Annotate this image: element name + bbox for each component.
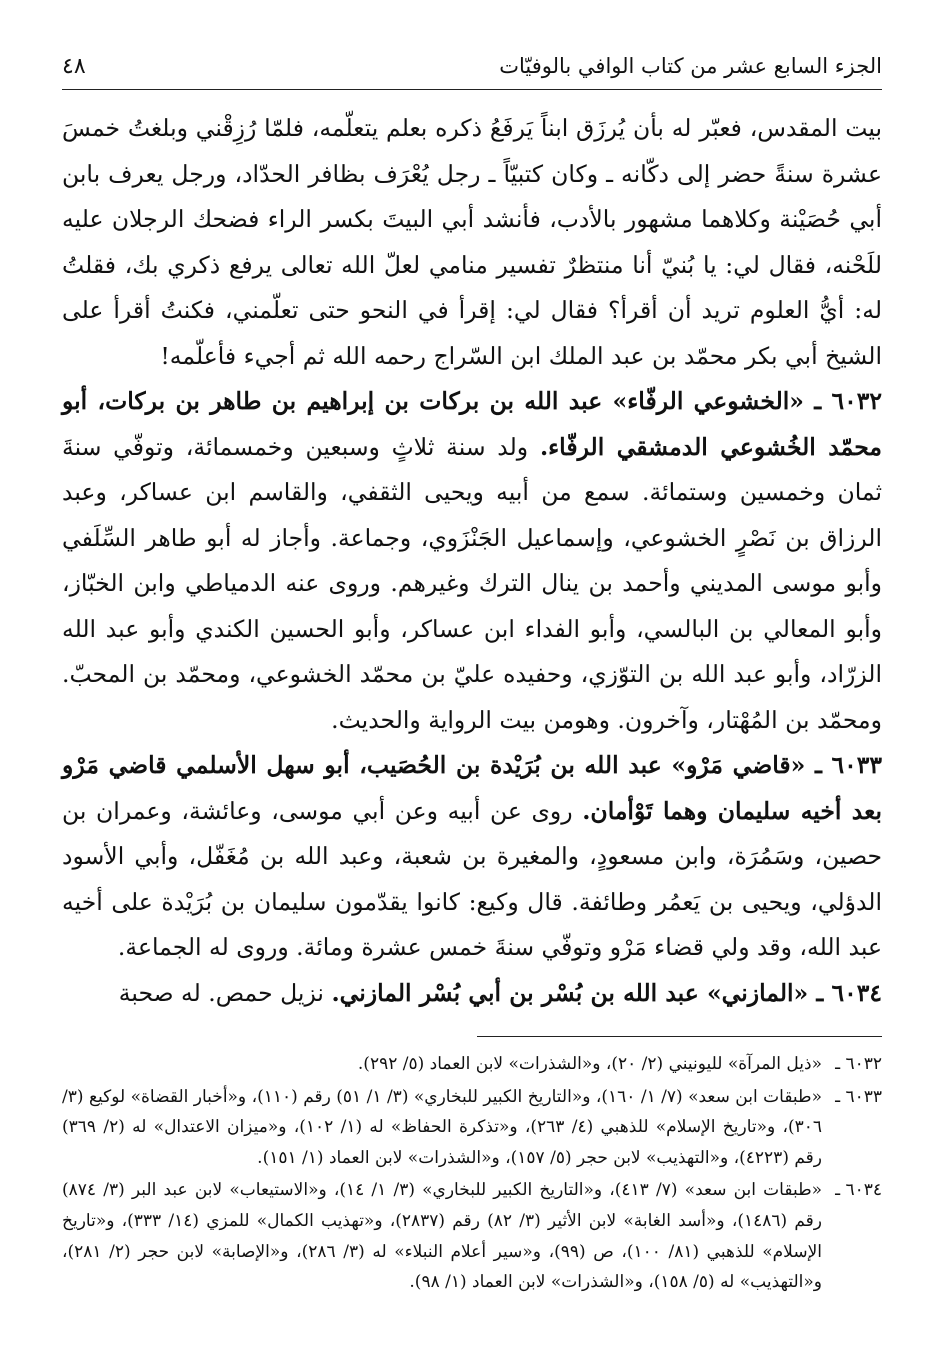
footnote-divider [477,1036,882,1037]
footnote-text: «ذيل المرآة» لليونيني (٢/ ٢٠)، و«الشذرات» لابن العماد (٥/ ٢٩٢). [357,1054,822,1074]
biography-entry-6034 [62,971,882,1017]
page-header [62,50,882,90]
footnote-text: «طبقات ابن سعد» (٧/ ١/ ١٦٠)، و«التاريخ الكبير للبخاري» (٣/ ١/ ٥١) رقم (١١٠)، و«أخبار القضاة» لوكيع (٣/ ٣٠٦)، و«تاريخ الإسلام» للذهبي (٤/ ٢٦٣)، و«تذكرة الحفاظ» له (١/ ١٠٢)، و«ميزان الاعتدال» له (٢/ ٣٦٩) رقم (٤٢٢٣)، و«التهذيب» لابن حجر (٥/ ١٥٧)، و«الشذرات» لابن العماد (١/ ١٥١). [62,1086,823,1168]
footnote-number: ٦٠٣٢ ـ [835,1054,882,1074]
footnote-6034 [62,1175,882,1297]
footnote-6033 [62,1082,882,1174]
page-number: ٤٨ [62,54,86,79]
entry-heading: ٦٠٣٣ ـ «قاضي مَرْو» عبد الله بن بُرَيْدة بن الحُصَيب، أبو سهل الأسلمي قاضي مَرْو بعد أخيه سليمان وهما تَوْأمان. [62,751,882,825]
running-title: الجزء السابع عشر من كتاب الوافي بالوفيّات [499,54,882,78]
entry-text: ولد سنة ثلاثٍ وسبعين وخمسمائة، وتوفّي سنةَ ثمان وخمسين وستمائة. سمع من أبيه ويحيى الثقفي، والقاسم ابن عساكر، وعبد الرزاق بن نَصْرٍ الخشوعي، وإسماعيل الجَنْزَوي، وجماعة. وأجاز له أبو طاهر السِّلَفي وأبو موسى المديني وأحمد بن ينال الترك وغيرهم. وروى عنه الدمياطي وابن الخبّاز، وأبو المعالي بن البالسي، وأبو الفداء ابن عساكر، وأبو الحسين الكندي وأبو عبد الله الزرّاد، وأبو عبد الله بن التوّزي، وحفيده عليّ بن محمّد الخشوعي، ومحمّد بن المحبّ. ومحمّد بن المُهْتار، وآخرون. وهومن بيت الرواية والحديث. [62,432,882,734]
entry-text: نزيل حمص. له صحبة [118,978,332,1007]
footnote-text: «طبقات ابن سعد» (٧/ ٤١٣)، و«التاريخ الكبير للبخاري» (٣/ ١/ ١٤)، و«الاستيعاب» لابن عبد البر (٣/ ٨٧٤) رقم (١٤٨٦)، و«أسد الغابة» لابن الأثير (٣/ ٨٢) رقم (٢٨٣٧)، و«تهذيب الكمال» للمزي (١٤/ ٣٣٣)، و«تاريخ الإسلام» للذهبي (٨١/ ١٠٠)، ص (٩٩)، و«سير أعلام النبلاء» له (٣/ ٢٨٦)، و«الإصابة» لابن حجر (٢/ ٢٨١)، و«التهذيب» له (٥/ ١٥٨)، و«الشذرات» لابن العماد (١/ ٩٨). [62,1180,823,1293]
footnote-6032 [62,1049,882,1080]
biography-entry-6032 [62,379,882,743]
main-text [62,106,882,1016]
entry-heading: ٦٠٣٤ ـ «المازني» عبد الله بن بُسْر بن أبي بُسْر المازني. [331,978,882,1007]
biography-entry-6033 [62,743,882,971]
footnotes [62,1049,882,1298]
entry-heading: ٦٠٣٢ ـ «الخشوعي الرفّاء» عبد الله بن بركات بن إبراهيم بن طاهر بن بركات، أبو محمّد الخُشوعي الدمشقي الرفّاء. [62,387,882,461]
footnote-number: ٦٠٣٤ ـ [835,1180,882,1201]
footnote-number: ٦٠٣٣ ـ [835,1086,882,1107]
entry-text: روى عن أبيه وعن أبي موسى، وعائشة، وعمران بن حصين، وسَمُرَة، وابن مسعودٍ، والمغيرة بن شعبة، وعبد الله بن مُغَفّل، وأبي الأسود الدؤلي، ويحيى بن يَعمُر وطائفة. قال وكيع: كانوا يقدّمون سليمان بن بُرَيْدة على أخيه عبد الله، وقد ولي قضاء مَرْو وتوفّي سنةَ خمس عشرة ومائة. وروى له الجماعة. [62,796,882,961]
book-page [62,50,882,1347]
intro-paragraph: بيت المقدس، فعبّر له بأن يُرزَق ابناً يَرفَعُ ذكره بعلم يتعلّمه، فلمّا رُزِقْني وبلغتُ خمسَ عشرة سنةً حضر إلى دكّانه ـ وكان كتبيّاً ـ رجل يُعْرَف بظافر الحدّاد، ورجل يعرف بابن أبي حُصَيْنة وكلاهما مشهور بالأدب، فأنشد أبي البيتَ بكسر الراء فضحك الرجلان عليه للَحْنه، فقال لي: يا بُنيّ أنا منتظرٌ تفسير منامي لعلّ الله تعالى يرفع ذكري بك، فقلتُ له: أيُّ العلوم تريد أن أقرأ؟ فقال لي: إقرأ في النحو حتى تعلّمني، فكنتُ أقرأ على الشيخ أبي بكر محمّد بن عبد الملك ابن السّراج رحمه الله ثم أجيء فأعلّمه! [62,114,882,370]
